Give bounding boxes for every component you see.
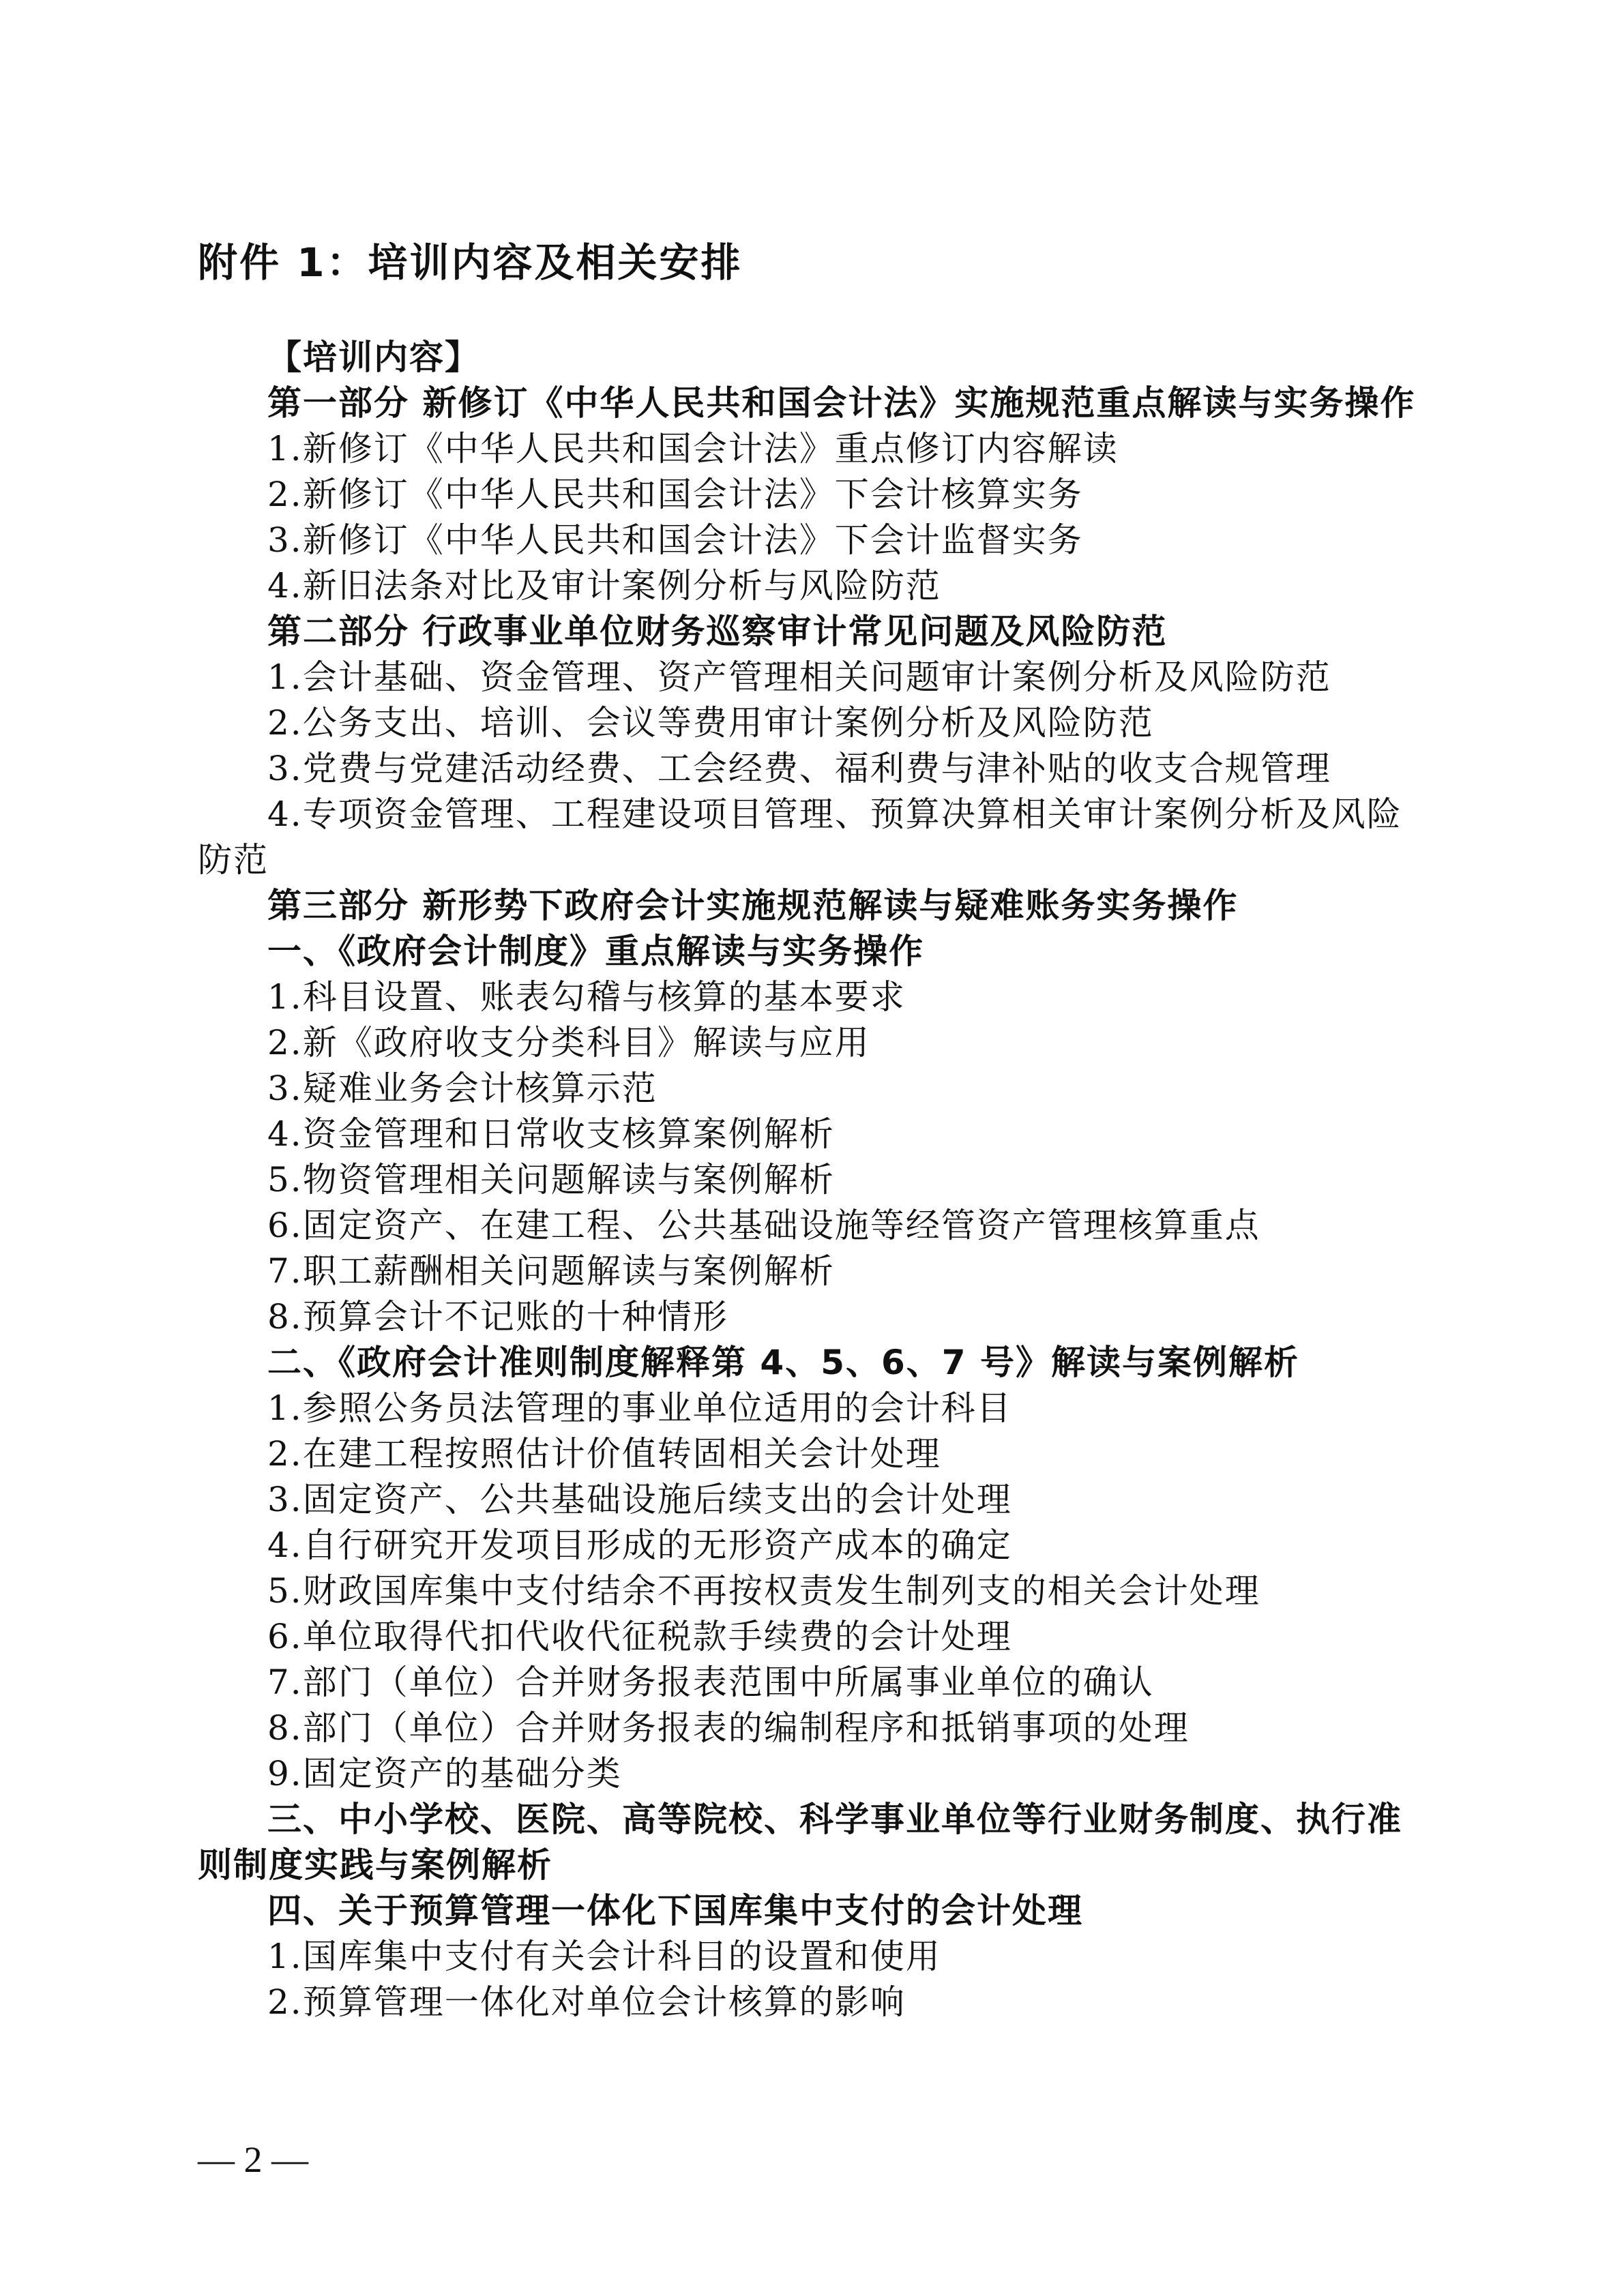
part3-sub2-item: 4.自行研究开发项目形成的无形资产成本的确定 [267, 1525, 1012, 1565]
part3-sub1-item: 8.预算会计不记账的十种情形 [267, 1297, 728, 1337]
part3-sub1-item: 1.科目设置、账表勾稽与核算的基本要求 [267, 977, 906, 1017]
part3-sub2-item: 5.财政国库集中支付结余不再按权责发生制列支的相关会计处理 [267, 1571, 1260, 1611]
part2-item-4-line2: 防范 [198, 840, 269, 880]
part2-item: 2.公务支出、培训、会议等费用审计案例分析及风险防范 [267, 703, 1154, 743]
part3-sub1-item: 5.物资管理相关问题解读与案例解析 [267, 1160, 835, 1199]
part2-item: 3.党费与党建活动经费、工会经费、福利费与津补贴的收支合规管理 [267, 749, 1331, 788]
part1-item: 2.新修订《中华人民共和国会计法》下会计核算实务 [267, 475, 1083, 514]
part1-item: 3.新修订《中华人民共和国会计法》下会计监督实务 [267, 520, 1083, 560]
part3-sub1-item: 6.固定资产、在建工程、公共基础设施等经管资产管理核算重点 [267, 1206, 1260, 1245]
document-body [198, 335, 1426, 2025]
part3-sub2-item: 2.在建工程按照估计价值转固相关会计处理 [267, 1434, 941, 1474]
part3-sub2-item: 3.固定资产、公共基础设施后续支出的会计处理 [267, 1480, 1012, 1519]
part3-sub3-heading-line2: 则制度实践与案例解析 [198, 1845, 552, 1885]
part3-sub2-item: 8.部门（单位）合并财务报表的编制程序和抵销事项的处理 [267, 1708, 1190, 1748]
part1-item: 1.新修订《中华人民共和国会计法》重点修订内容解读 [267, 429, 1119, 468]
part1-item: 4.新旧法条对比及审计案例分析与风险防范 [267, 566, 941, 606]
part2-item: 1.会计基础、资金管理、资产管理相关问题审计案例分析及风险防范 [267, 657, 1331, 697]
part3-sub3-heading-line1: 三、中小学校、医院、高等院校、科学事业单位等行业财务制度、执行准 [267, 1800, 1402, 1839]
part3-sub1-item: 7.职工薪酬相关问题解读与案例解析 [267, 1251, 835, 1291]
part3-sub1-item: 4.资金管理和日常收支核算案例解析 [267, 1114, 835, 1154]
part3-sub1-heading: 一、《政府会计制度》重点解读与实务操作 [267, 931, 924, 971]
part3-sub2-item: 1.参照公务员法管理的事业单位适用的会计科目 [267, 1388, 1012, 1428]
part3-heading: 第三部分 新形势下政府会计实施规范解读与疑难账务实务操作 [267, 886, 1239, 925]
part3-sub2-item: 7.部门（单位）合并财务报表范围中所属事业单位的确认 [267, 1663, 1154, 1702]
part3-sub2-heading: 二、《政府会计准则制度解释第 4、5、6、7 号》解读与案例解析 [267, 1343, 1299, 1382]
part2-heading: 第二部分 行政事业单位财务巡察审计常见问题及风险防范 [267, 612, 1168, 651]
part3-sub4-item: 1.国库集中支付有关会计科目的设置和使用 [267, 1937, 941, 1976]
part3-sub4-heading: 四、关于预算管理一体化下国库集中支付的会计处理 [267, 1891, 1083, 1930]
part3-sub2-item: 9.固定资产的基础分类 [267, 1754, 622, 1793]
part3-sub1-item: 2.新《政府收支分类科目》解读与应用 [267, 1023, 870, 1062]
part3-sub2-item: 6.单位取得代扣代收代征税款手续费的会计处理 [267, 1617, 1012, 1656]
section-header: 【培训内容】 [267, 338, 480, 377]
part2-item-4-line1: 4.专项资金管理、工程建设项目管理、预算决算相关审计案例分析及风险 [267, 794, 1402, 834]
document-title: 附件 1：培训内容及相关安排 [198, 239, 743, 286]
part3-sub1-item: 3.疑难业务会计核算示范 [267, 1069, 658, 1108]
page-number: — 2 — [198, 2139, 308, 2180]
part1-heading: 第一部分 新修订《中华人民共和国会计法》实施规范重点解读与实务操作 [267, 383, 1416, 423]
part3-sub4-item: 2.预算管理一体化对单位会计核算的影响 [267, 1982, 906, 2022]
